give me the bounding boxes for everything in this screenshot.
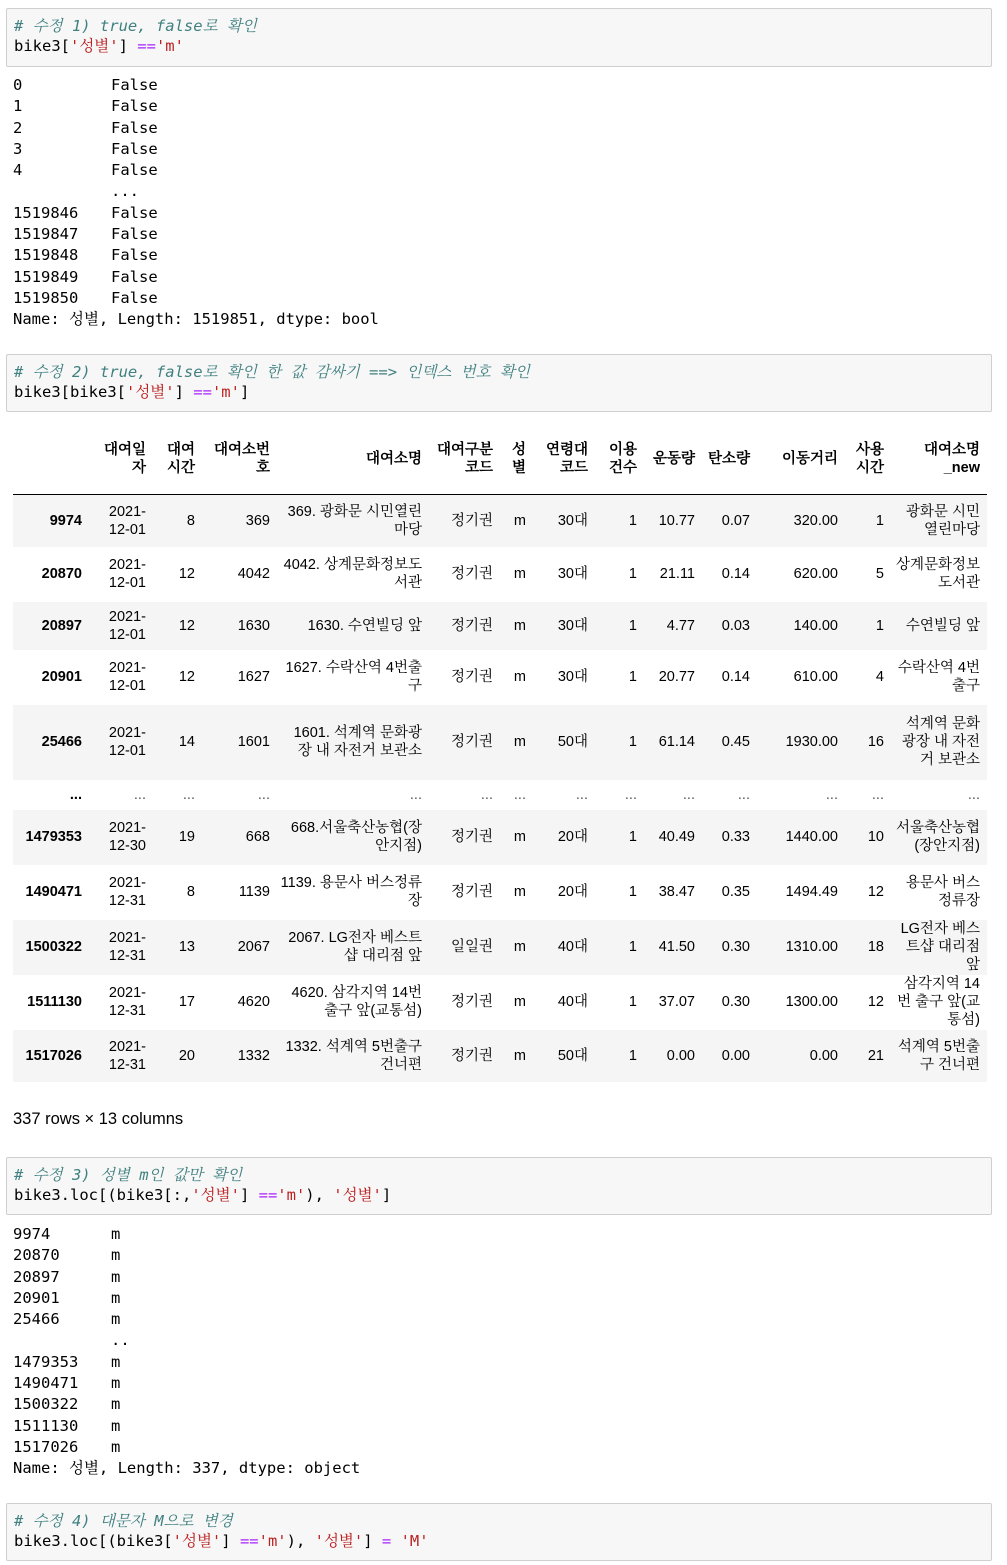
code-token: ), (305, 1186, 334, 1204)
row-index: 1500322 (25, 939, 82, 955)
row-index: 20897 (41, 617, 82, 634)
table-cell: 석계역 5번출구 건너편 (897, 1038, 980, 1073)
table-cell: 광화문 시민열린마당 (905, 503, 980, 538)
table-cell: 1332. 석계역 5번출구 건너편 (285, 1038, 422, 1073)
code-token: ), (286, 1532, 315, 1550)
dataframe-body (13, 495, 987, 1082)
table-cell: 30대 (557, 669, 588, 685)
table-cell: 2021-12-31 (108, 985, 146, 1019)
column-header: 운동량 (644, 424, 702, 495)
series-value: m (111, 1246, 121, 1265)
series-value: m (111, 1416, 121, 1435)
code-token: ] (239, 383, 250, 401)
table-row (13, 650, 987, 705)
series-row (13, 1224, 360, 1245)
series-value: False (111, 76, 158, 94)
table-cell: 50대 (557, 1047, 588, 1064)
table-cell: 369. 광화문 시민열린마당 (287, 503, 422, 538)
code-string: '성별' (125, 383, 175, 401)
series-index: 1519849 (13, 267, 79, 286)
table-cell: m (513, 512, 526, 529)
table-cell: 1627 (237, 669, 270, 685)
table-cell: 1494.49 (785, 884, 838, 900)
table-cell: 2021-12-30 (108, 820, 146, 854)
table-cell: 정기권 (450, 1047, 493, 1064)
table-cell: 320.00 (793, 512, 838, 529)
table-cell: 1930.00 (785, 734, 838, 750)
series-index: 20870 (13, 1246, 60, 1265)
column-header: 성별 (500, 424, 533, 495)
table-cell: LG전자 베스트샵 대리점 앞 (900, 921, 980, 973)
series-value: False (111, 97, 158, 116)
table-cell: 0.00 (666, 1047, 695, 1064)
series-value: m (111, 1310, 121, 1329)
code-operator: == (193, 383, 212, 401)
code-token: ] (363, 1532, 382, 1550)
series-row (13, 75, 379, 96)
table-cell: 20 (178, 1047, 195, 1064)
code-comment: # 수정 4) 대문자 M으로 변경 (14, 1512, 233, 1530)
series-index: 9974 (13, 1225, 51, 1243)
column-header (13, 424, 89, 495)
table-cell: 서울축산농협(장안지점) (895, 820, 980, 854)
series-value: False (111, 203, 158, 222)
table-cell: 용문사 버스정류장 (905, 875, 980, 909)
series-value: m (111, 1225, 121, 1243)
cell-output-3 (13, 1224, 360, 1480)
table-cell: ... (575, 786, 588, 803)
column-header: 대여시간 (153, 424, 202, 495)
row-index: 9974 (49, 512, 82, 529)
series-row (13, 160, 379, 181)
table-cell: 4042 (237, 566, 270, 582)
table-cell: 40대 (557, 939, 588, 955)
table-cell: 12 (178, 669, 195, 685)
code-string: 'M' (400, 1532, 429, 1550)
code-string: 'm' (155, 37, 184, 55)
table-cell: ... (480, 786, 493, 803)
cell-output-1 (13, 75, 379, 331)
series-index: 1479353 (13, 1352, 79, 1371)
column-header: 대여구분코드 (429, 424, 500, 495)
row-index: ... (69, 786, 82, 803)
series-index: 1519846 (13, 203, 79, 222)
table-cell: ... (967, 786, 980, 803)
table-cell: 2021-12-01 (108, 557, 146, 591)
code-string: 'm' (258, 1532, 287, 1550)
code-string: 'm' (277, 1186, 306, 1204)
code-operator: == (239, 1532, 259, 1550)
table-cell: 8 (186, 884, 195, 900)
table-cell: 1627. 수락산역 4번출구 (285, 660, 422, 694)
series-row (13, 1437, 360, 1458)
table-cell: m (513, 734, 526, 750)
series-index: 0 (13, 76, 23, 94)
table-cell: 50대 (557, 734, 588, 750)
table-cell: 2021-12-01 (108, 660, 146, 694)
series-value: m (111, 1267, 121, 1286)
table-cell: m (513, 617, 526, 634)
series-row (13, 1288, 360, 1309)
table-row (13, 1030, 987, 1082)
table-cell: 16 (867, 734, 884, 750)
series-value: False (111, 139, 158, 158)
table-cell: 30대 (557, 512, 588, 529)
table-cell: 12 (867, 884, 884, 900)
series-index: 1 (13, 97, 23, 116)
table-cell: 0.14 (721, 566, 750, 582)
column-header: 이동거리 (757, 424, 845, 495)
table-cell: 1 (875, 512, 884, 529)
table-cell: 정기권 (450, 512, 493, 529)
code-string: '성별' (333, 1186, 382, 1204)
table-cell: m (513, 566, 526, 582)
row-index: 1517026 (25, 1047, 82, 1064)
code-string: '성별' (172, 1532, 222, 1550)
series-index: 1519850 (13, 288, 79, 307)
table-cell: 12 (867, 994, 884, 1010)
table-cell: 4 (875, 669, 884, 685)
table-cell: ... (871, 786, 884, 803)
series-row (13, 96, 379, 117)
table-cell: 17 (178, 994, 195, 1010)
table-cell: 0.35 (721, 884, 750, 900)
code-token: ] (221, 1532, 240, 1550)
code-cell-2[interactable] (6, 354, 992, 412)
table-cell: 1 (628, 617, 637, 634)
table-cell: 일일권 (450, 939, 493, 955)
dataframe-header (13, 424, 987, 495)
table-row (13, 810, 987, 865)
table-cell: 0.03 (721, 617, 750, 634)
table-row (13, 975, 987, 1030)
series-row (13, 1267, 360, 1288)
series-index: 2 (13, 118, 23, 137)
table-cell: 30대 (557, 617, 588, 634)
series-row (13, 1352, 360, 1373)
table-cell: 1630 (237, 617, 270, 634)
row-index: 20870 (41, 566, 82, 582)
table-cell: ... (133, 786, 146, 803)
table-cell: 369 (245, 512, 270, 529)
table-cell: 1 (628, 1047, 637, 1064)
code-string: '성별' (314, 1532, 364, 1550)
table-cell: 1 (628, 512, 637, 529)
table-cell: 0.00 (809, 1047, 838, 1064)
row-index: 1511130 (27, 994, 82, 1010)
column-header: 연령대코드 (533, 424, 595, 495)
table-cell: m (513, 994, 526, 1010)
table-cell: m (513, 669, 526, 685)
table-cell: 4.77 (666, 617, 695, 634)
code-token: ] (239, 1186, 259, 1204)
table-cell: 1139 (238, 884, 270, 900)
row-index: 25466 (41, 734, 82, 750)
series-index: 1511130 (13, 1416, 79, 1435)
column-header: 이용건수 (595, 424, 644, 495)
code-token: bike3.loc[(bike3[ (14, 1532, 173, 1550)
table-cell: 4620 (237, 994, 270, 1010)
table-cell: ... (624, 786, 637, 803)
dataframe-shape: 337 rows × 13 columns (13, 1110, 184, 1128)
code-comment: # 수정 3) 성별 m인 값만 확인 (14, 1166, 243, 1184)
series-value: False (111, 246, 158, 265)
table-row (13, 495, 987, 547)
table-cell: 21.11 (659, 566, 695, 582)
series-value: m (111, 1352, 121, 1371)
series-footer: Name: 성별, Length: 337, dtype: object (13, 1459, 361, 1478)
table-cell: 1 (628, 829, 637, 845)
table-cell: 610.00 (793, 669, 838, 685)
table-row (13, 865, 987, 920)
table-cell: 수락산역 4번출구 (897, 660, 980, 694)
table-cell: 14 (178, 734, 195, 750)
table-cell: 38.47 (658, 884, 695, 900)
series-row (13, 1416, 360, 1437)
table-cell: 12 (178, 617, 195, 634)
series-ellipsis: .. (111, 1331, 130, 1350)
table-cell: 1 (875, 617, 884, 634)
series-row (13, 118, 379, 139)
table-cell: 5 (875, 566, 884, 582)
table-cell: 삼각지역 14번 출구 앞(교통섬) (897, 976, 980, 1028)
series-row (13, 139, 379, 160)
table-row (13, 780, 987, 810)
series-index: 25466 (13, 1310, 60, 1329)
series-index: 1490471 (13, 1374, 79, 1393)
table-cell: 8 (186, 512, 195, 529)
table-cell: 4042. 상계문화정보도서관 (283, 557, 422, 591)
table-cell: 10 (867, 829, 884, 845)
series-row (13, 267, 379, 288)
code-token: bike3.loc[(bike3[:, (14, 1186, 192, 1204)
series-value: m (111, 1374, 121, 1393)
table-cell: 2067 (237, 939, 270, 955)
code-operator: == (137, 37, 156, 55)
series-index: 1517026 (13, 1437, 79, 1456)
series-index: 1519847 (13, 225, 79, 244)
table-cell: ... (737, 786, 750, 803)
table-cell: 2021-12-31 (108, 930, 146, 964)
column-header: 사용시간 (845, 424, 891, 495)
column-header: 대여일자 (89, 424, 153, 495)
table-cell: 정기권 (450, 829, 493, 845)
table-cell: 0.33 (721, 829, 750, 845)
table-cell: 0.00 (721, 1047, 750, 1064)
table-cell: 668.서울축산농협(장안지점) (290, 820, 422, 854)
series-value: False (111, 161, 158, 180)
table-cell: 2021-12-01 (108, 608, 146, 643)
series-row (13, 1394, 360, 1415)
table-cell: 1 (628, 994, 637, 1010)
code-cell-1[interactable] (6, 8, 992, 67)
series-row (13, 203, 379, 224)
table-cell: 40대 (557, 994, 588, 1010)
table-cell: 0.07 (721, 512, 750, 529)
series-row (13, 1245, 360, 1266)
series-index: 20897 (13, 1267, 60, 1286)
series-index: 1500322 (13, 1395, 79, 1414)
code-token: ] (118, 37, 138, 55)
table-cell: ... (825, 786, 838, 803)
series-row (13, 1373, 360, 1394)
table-cell: 정기권 (450, 884, 493, 900)
table-cell: m (513, 829, 526, 845)
series-value: m (111, 1395, 121, 1414)
table-cell: 1310.00 (785, 939, 838, 955)
table-cell: m (513, 1047, 526, 1064)
table-cell: 1 (628, 939, 637, 955)
table-cell: ... (409, 786, 422, 803)
code-token: bike3[ (14, 37, 70, 55)
table-cell: 20대 (557, 829, 588, 845)
table-cell: 정기권 (450, 617, 493, 634)
table-cell: 1601 (237, 734, 270, 750)
code-token: ] (174, 383, 194, 401)
table-cell: 1 (628, 734, 637, 750)
code-operator: = (381, 1532, 392, 1550)
row-index: 1490471 (25, 884, 82, 900)
table-cell: 20.77 (658, 669, 695, 685)
table-cell: 40.49 (658, 829, 695, 845)
table-cell: 1630. 수연빌딩 앞 (307, 617, 422, 634)
table-cell: 2021-12-01 (108, 503, 146, 538)
table-cell: 140.00 (793, 617, 838, 634)
table-row (13, 602, 987, 650)
code-operator: == (258, 1186, 278, 1204)
table-cell: 20대 (557, 884, 588, 900)
table-cell: m (513, 884, 526, 900)
table-cell: 2021-12-31 (108, 875, 146, 909)
table-cell: 1332 (237, 1047, 270, 1064)
table-cell: 1 (628, 884, 637, 900)
table-cell: 1601. 석계역 문화광장 내 자전거 보관소 (293, 725, 422, 759)
code-cell-3[interactable] (6, 1157, 992, 1215)
series-row (13, 245, 379, 266)
table-cell: 61.14 (658, 734, 695, 750)
table-cell: 정기권 (450, 994, 493, 1010)
table-cell: 2021-12-01 (108, 725, 146, 759)
series-value: False (111, 118, 158, 137)
table-cell: 37.07 (658, 994, 695, 1010)
code-token: ] (381, 1186, 392, 1204)
series-row (13, 1309, 360, 1330)
code-comment: # 수정 2) true, false로 확인 한 값 감싸기 ==> 인덱스 번호 확인 (14, 363, 530, 381)
code-token: bike3[bike3[ (14, 383, 126, 401)
series-footer: Name: 성별, Length: 1519851, dtype: bool (13, 310, 379, 329)
series-value: False (111, 288, 158, 307)
table-cell: ... (257, 786, 270, 803)
table-cell: m (513, 939, 526, 955)
series-row (13, 224, 379, 245)
code-string: '성별' (70, 37, 119, 55)
table-cell: 0.30 (721, 939, 750, 955)
series-value: False (111, 267, 158, 286)
series-ellipsis: ... (111, 182, 139, 201)
row-index: 1479353 (25, 829, 82, 845)
series-index: 1519848 (13, 246, 79, 265)
table-cell: 2067. LG전자 베스트샵 대리점 앞 (288, 930, 422, 964)
code-string: 'm' (211, 383, 240, 401)
code-cell-4[interactable] (6, 1503, 992, 1561)
column-header: 대여소번호 (202, 424, 277, 495)
table-cell: 정기권 (450, 566, 493, 582)
table-cell: 19 (178, 829, 195, 845)
table-cell: 1139. 용문사 버스정류장 (280, 875, 422, 909)
table-cell: 0.14 (721, 669, 750, 685)
table-cell: 1300.00 (785, 994, 838, 1010)
table-cell: 상계문화정보도서관 (895, 557, 980, 591)
table-cell: ... (513, 786, 526, 803)
table-row (13, 705, 987, 780)
series-value: m (111, 1437, 121, 1456)
table-cell: 13 (178, 939, 195, 955)
table-cell: 4620. 삼각지역 14번 출구 앞(교통섬) (291, 985, 422, 1019)
table-cell: 30대 (557, 566, 588, 582)
table-cell: 1 (628, 566, 637, 582)
table-cell: 수연빌딩 앞 (905, 617, 980, 634)
table-cell: 석계역 문화광장 내 자전거 보관소 (901, 716, 980, 768)
dataframe-table (13, 424, 987, 1082)
series-index: 20901 (13, 1288, 60, 1307)
table-cell: 1 (628, 669, 637, 685)
table-cell: 12 (178, 566, 195, 582)
table-cell: 620.00 (793, 566, 838, 582)
code-comment: # 수정 1) true, false로 확인 (14, 17, 257, 35)
series-value: False (111, 225, 158, 244)
table-cell: 정기권 (450, 669, 493, 685)
column-header: 대여소명 (277, 424, 429, 495)
table-cell: 정기권 (450, 734, 493, 750)
series-index: 3 (13, 139, 23, 158)
table-cell: 0.45 (721, 734, 750, 750)
code-token (391, 1532, 400, 1550)
row-index: 20901 (41, 669, 82, 685)
table-cell: 1440.00 (785, 829, 838, 845)
table-cell: 18 (867, 939, 884, 955)
table-cell: 0.30 (721, 994, 750, 1010)
table-row (13, 547, 987, 602)
table-cell: 10.77 (658, 512, 695, 529)
series-index: 4 (13, 161, 23, 180)
series-row (13, 288, 379, 309)
table-cell: 21 (867, 1047, 884, 1064)
table-cell: 2021-12-31 (108, 1038, 146, 1073)
table-cell: 668 (245, 829, 270, 845)
table-cell: ... (182, 786, 195, 803)
column-header: 대여소명_new (891, 424, 987, 495)
table-row (13, 920, 987, 975)
series-value: m (111, 1288, 121, 1307)
table-cell: ... (682, 786, 695, 803)
column-header: 탄소량 (702, 424, 757, 495)
table-cell: 41.50 (658, 939, 695, 955)
code-string: '성별' (191, 1186, 240, 1204)
